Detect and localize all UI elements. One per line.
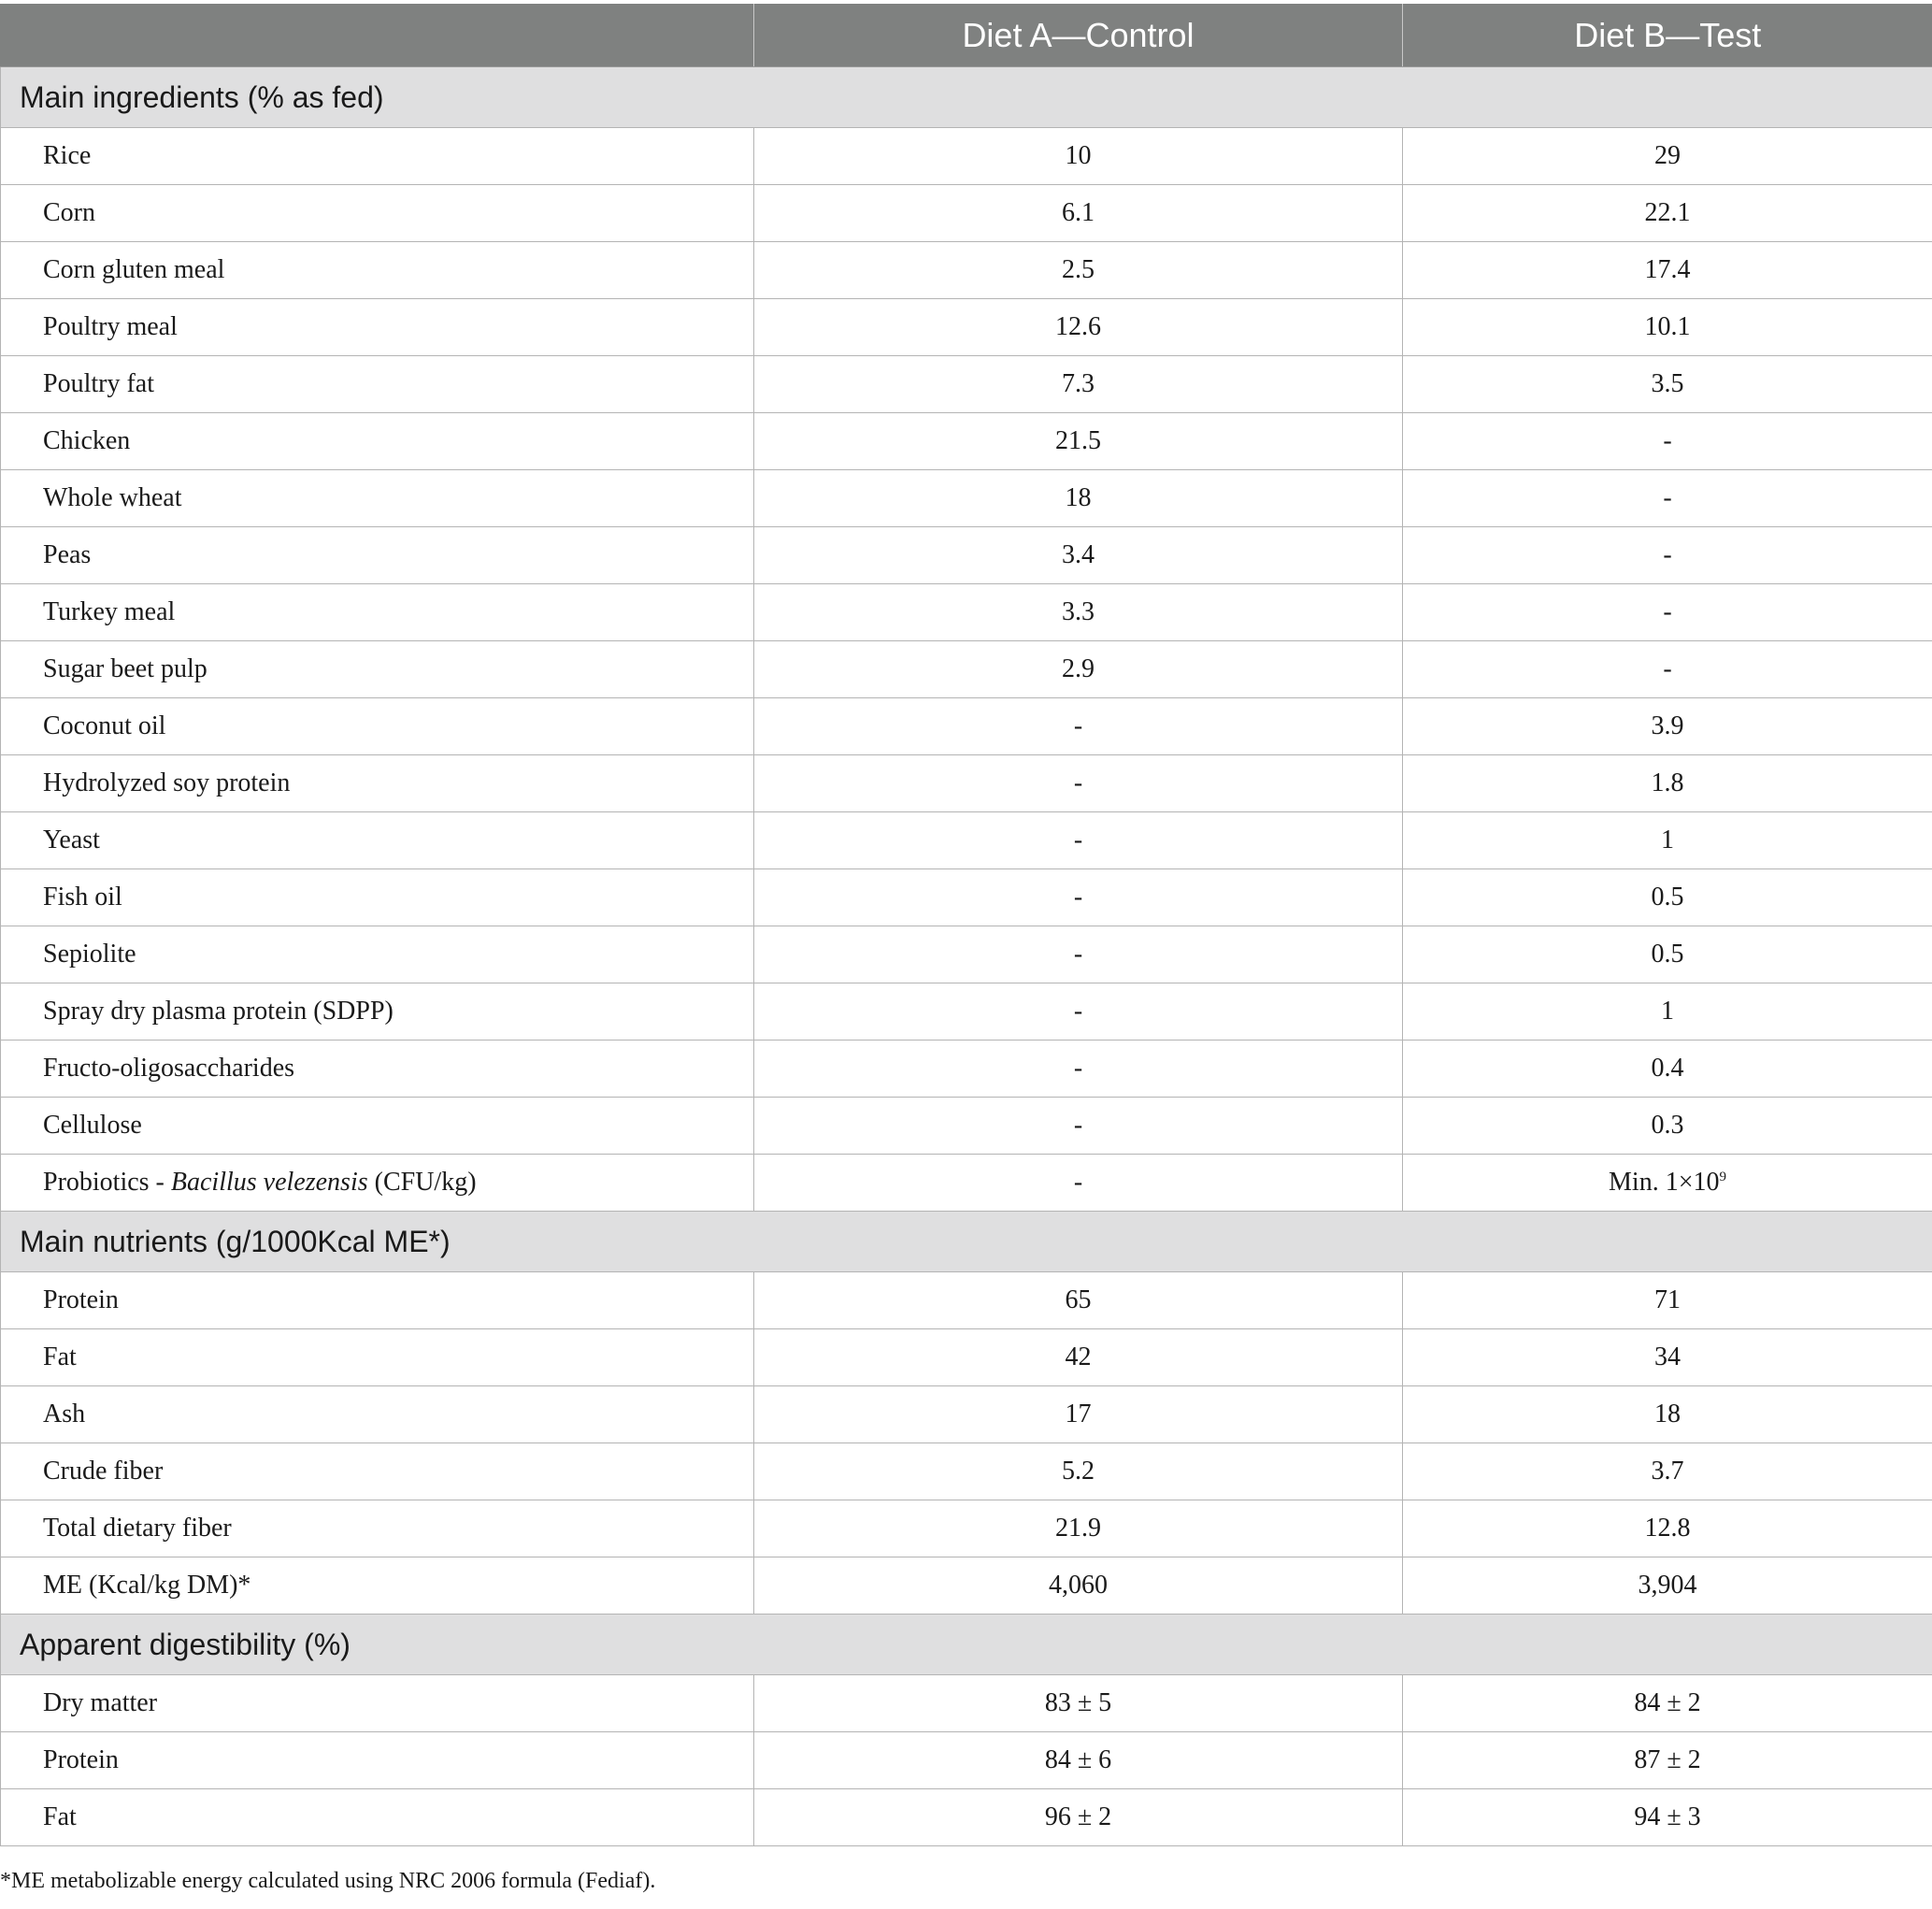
row-label: Hydrolyzed soy protein — [1, 755, 754, 812]
row-value-diet-a: - — [754, 1098, 1403, 1155]
table-row — [1, 869, 1932, 926]
diet-composition-table-wrapper — [0, 4, 1932, 1846]
row-value-diet-a: 18 — [754, 470, 1403, 527]
row-value-diet-a: 83 ± 5 — [754, 1675, 1403, 1732]
header-diet-a: Diet A—Control — [754, 4, 1403, 67]
row-value-diet-b: 34 — [1403, 1329, 1932, 1386]
row-label: Turkey meal — [1, 584, 754, 641]
row-value-diet-b: 17.4 — [1403, 242, 1932, 299]
row-value-diet-a: 42 — [754, 1329, 1403, 1386]
row-label: Ash — [1, 1386, 754, 1443]
row-value-diet-b: - — [1403, 584, 1932, 641]
row-value-diet-b: 10.1 — [1403, 299, 1932, 356]
row-value-diet-b: 29 — [1403, 128, 1932, 185]
row-value-diet-b: 3.9 — [1403, 698, 1932, 755]
row-value-diet-b: 94 ± 3 — [1403, 1789, 1932, 1846]
header-row — [1, 4, 1932, 67]
row-label: Crude fiber — [1, 1443, 754, 1500]
row-label: Fat — [1, 1329, 754, 1386]
table-row — [1, 698, 1932, 755]
row-value-diet-a: 21.9 — [754, 1500, 1403, 1557]
table-row — [1, 185, 1932, 242]
table-row — [1, 1675, 1932, 1732]
row-label: Chicken — [1, 413, 754, 470]
section-title-nutrients: Main nutrients (g/1000Kcal ME*) — [1, 1212, 1932, 1272]
row-value-diet-a: 2.9 — [754, 641, 1403, 698]
row-value-diet-b: 0.3 — [1403, 1098, 1932, 1155]
nutrients-section-group — [1, 1212, 1932, 1272]
section-title-digestibility: Apparent digestibility (%) — [1, 1615, 1932, 1675]
table-row — [1, 299, 1932, 356]
table-row — [1, 641, 1932, 698]
row-value-diet-b: 3.5 — [1403, 356, 1932, 413]
nutrients-rows — [1, 1272, 1932, 1615]
row-value-diet-b: - — [1403, 413, 1932, 470]
probiotics-label-species: Bacillus velezensis — [170, 1168, 368, 1197]
row-label: Yeast — [1, 812, 754, 869]
row-value-diet-a: - — [754, 983, 1403, 1041]
table-row — [1, 755, 1932, 812]
row-label: Rice — [1, 128, 754, 185]
row-value-diet-b: 3,904 — [1403, 1557, 1932, 1615]
row-label: ME (Kcal/kg DM)* — [1, 1557, 754, 1615]
row-value-diet-b: 12.8 — [1403, 1500, 1932, 1557]
row-value-diet-b: 18 — [1403, 1386, 1932, 1443]
row-value-diet-b — [1403, 1155, 1932, 1212]
row-value-diet-b: 71 — [1403, 1272, 1932, 1329]
row-value-diet-a: - — [754, 926, 1403, 983]
row-label: Fish oil — [1, 869, 754, 926]
table-row — [1, 1789, 1932, 1846]
row-value-diet-b: 0.4 — [1403, 1041, 1932, 1098]
section-row-nutrients — [1, 1212, 1932, 1272]
row-label: Corn gluten meal — [1, 242, 754, 299]
table-row — [1, 584, 1932, 641]
row-value-diet-a: 21.5 — [754, 413, 1403, 470]
row-value-diet-a: - — [754, 698, 1403, 755]
table-row — [1, 1732, 1932, 1789]
table-row — [1, 356, 1932, 413]
section-title-ingredients: Main ingredients (% as fed) — [1, 67, 1932, 128]
probiotics-value-base: Min. 1×10 — [1609, 1168, 1720, 1197]
row-value-diet-a: 65 — [754, 1272, 1403, 1329]
row-value-diet-a: 3.4 — [754, 527, 1403, 584]
row-value-diet-a: 7.3 — [754, 356, 1403, 413]
row-value-diet-a: - — [754, 1155, 1403, 1212]
digestibility-rows — [1, 1675, 1932, 1846]
row-value-diet-b: 0.5 — [1403, 869, 1932, 926]
row-label: Dry matter — [1, 1675, 754, 1732]
row-value-diet-a: - — [754, 755, 1403, 812]
table-row — [1, 812, 1932, 869]
row-value-diet-a: 96 ± 2 — [754, 1789, 1403, 1846]
row-label-probiotics — [1, 1155, 754, 1212]
row-label: Sugar beet pulp — [1, 641, 754, 698]
table-row — [1, 983, 1932, 1041]
table-row — [1, 1443, 1932, 1500]
row-label: Peas — [1, 527, 754, 584]
table-row — [1, 1386, 1932, 1443]
row-label: Protein — [1, 1272, 754, 1329]
table-footnote: *ME metabolizable energy calculated using NRC 2006 formula (Fediaf). — [0, 1869, 656, 1893]
row-value-diet-b: 1.8 — [1403, 755, 1932, 812]
row-value-diet-a: 84 ± 6 — [754, 1732, 1403, 1789]
row-value-diet-b: - — [1403, 470, 1932, 527]
row-value-diet-b: 84 ± 2 — [1403, 1675, 1932, 1732]
table-row-probiotics — [1, 1155, 1932, 1212]
header-diet-b: Diet B—Test — [1403, 4, 1932, 67]
row-value-diet-b: 1 — [1403, 812, 1932, 869]
probiotics-label-prefix: Probiotics - — [43, 1168, 171, 1197]
digestibility-section-group — [1, 1615, 1932, 1675]
row-value-diet-a: 10 — [754, 128, 1403, 185]
row-label: Sepiolite — [1, 926, 754, 983]
row-label: Fat — [1, 1789, 754, 1846]
table-row — [1, 1272, 1932, 1329]
table-row — [1, 128, 1932, 185]
probiotics-row-group — [1, 1155, 1932, 1212]
row-label: Whole wheat — [1, 470, 754, 527]
row-label: Coconut oil — [1, 698, 754, 755]
table-row — [1, 1557, 1932, 1615]
row-label: Spray dry plasma protein (SDPP) — [1, 983, 754, 1041]
row-value-diet-b: 0.5 — [1403, 926, 1932, 983]
diet-composition-table — [0, 4, 1932, 1846]
row-value-diet-a: - — [754, 869, 1403, 926]
table-row — [1, 242, 1932, 299]
row-value-diet-a: - — [754, 1041, 1403, 1098]
section-row-ingredients — [1, 67, 1932, 128]
table-row — [1, 413, 1932, 470]
row-value-diet-a: 12.6 — [754, 299, 1403, 356]
table-row — [1, 1098, 1932, 1155]
ingredients-rows — [1, 128, 1932, 1155]
row-value-diet-b: 87 ± 2 — [1403, 1732, 1932, 1789]
table-row — [1, 527, 1932, 584]
row-value-diet-b: 1 — [1403, 983, 1932, 1041]
row-value-diet-a: 17 — [754, 1386, 1403, 1443]
row-value-diet-a: 4,060 — [754, 1557, 1403, 1615]
row-label: Poultry meal — [1, 299, 754, 356]
row-value-diet-a: 2.5 — [754, 242, 1403, 299]
table-row — [1, 1041, 1932, 1098]
probiotics-value-exponent: 9 — [1719, 1170, 1726, 1184]
section-row-digestibility — [1, 1615, 1932, 1675]
row-label: Cellulose — [1, 1098, 754, 1155]
row-value-diet-a: 5.2 — [754, 1443, 1403, 1500]
row-label: Fructo-oligosaccharides — [1, 1041, 754, 1098]
table-body — [1, 67, 1932, 128]
row-label: Poultry fat — [1, 356, 754, 413]
table-row — [1, 470, 1932, 527]
row-value-diet-a: 6.1 — [754, 185, 1403, 242]
table-row — [1, 926, 1932, 983]
row-label: Protein — [1, 1732, 754, 1789]
table-row — [1, 1500, 1932, 1557]
probiotics-label-suffix: (CFU/kg) — [367, 1168, 477, 1197]
table-row — [1, 1329, 1932, 1386]
table-header — [1, 4, 1932, 67]
row-value-diet-b: 22.1 — [1403, 185, 1932, 242]
row-value-diet-b: - — [1403, 641, 1932, 698]
row-value-diet-b: - — [1403, 527, 1932, 584]
row-label: Corn — [1, 185, 754, 242]
row-value-diet-a: - — [754, 812, 1403, 869]
header-empty-cell — [1, 4, 754, 67]
row-label: Total dietary fiber — [1, 1500, 754, 1557]
row-value-diet-a: 3.3 — [754, 584, 1403, 641]
row-value-diet-b: 3.7 — [1403, 1443, 1932, 1500]
